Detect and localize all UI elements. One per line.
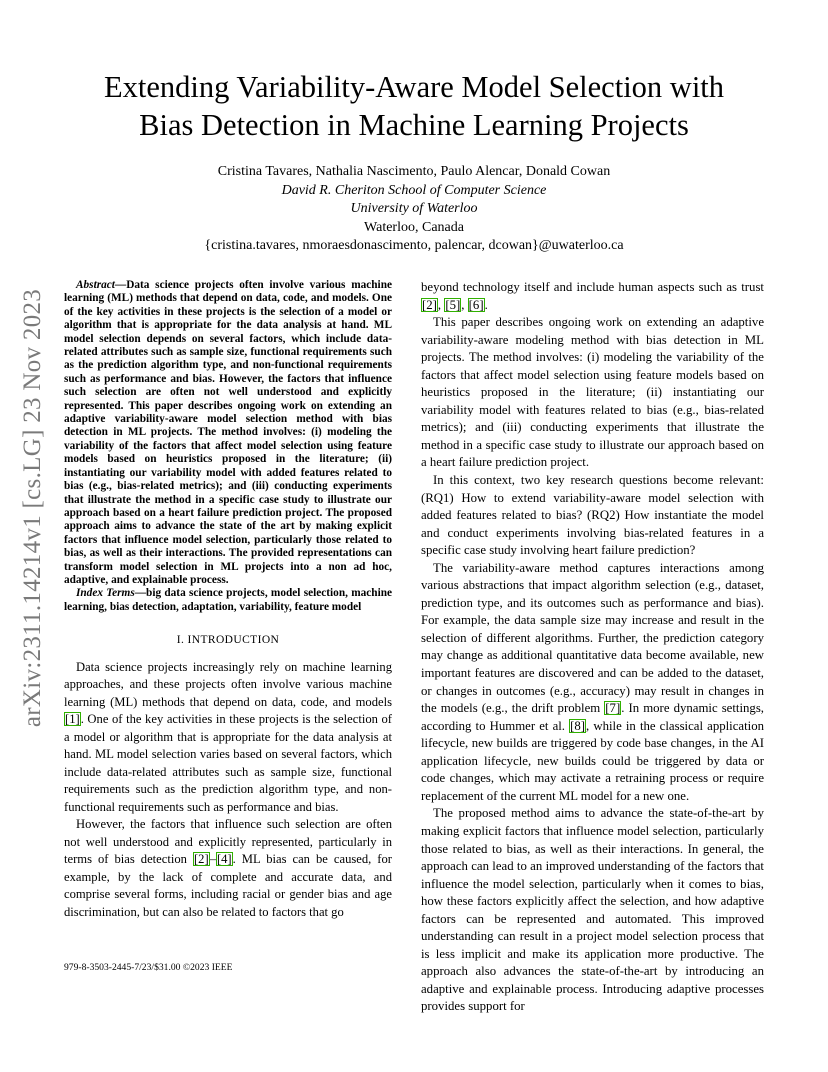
citation-link-5[interactable]: [5]: [445, 297, 461, 312]
index-terms-label: Index Terms: [76, 587, 135, 600]
right-p0-text-b: .: [484, 297, 488, 312]
left-column: [64, 279, 392, 921]
citation-link-4[interactable]: [4]: [216, 852, 232, 867]
citation-range-dash: –: [209, 852, 216, 867]
affiliation-university: University of Waterloo: [350, 201, 478, 216]
right-paragraph-variability: [421, 560, 764, 806]
right-column: [421, 279, 764, 1016]
abstract-text: —Data science projects often involve various machine learning (ML) methods that depend on data, code, and models. One of the key activities in these projects is the selection of a model or algorithm that is appropriate for the data analysis at hand. ML model selection depends on several factors, which include data-related attributes such as sample size, functional requirements such as the prediction algorithm type, and non-functional requirements such as performance and bias. However, the factors that influence such selection are often not well understood and explicitly represented. This paper describes ongoing work on extending an adaptive variability-aware model selection method with bias detection in ML projects. The method involves: (i) modeling the variability of the factors that affect model selection using feature models based on heuristics proposed in the literature; (ii) instantiating our variability model with added features related to bias (e.g., bias-related metrics); and (iii) conducting experiments that illustrate the method in a specific case study to illustrate our approach based on a heart failure prediction project. The proposed approach aims to advance the state of the art by making explicit factors that influence model selection, particularly those related to bias, as well as their interactions. The provided representations can transform model selection in ML projects into a non ad hoc, adaptive, and explainable process.: [64, 279, 392, 586]
citation-separator-1: ,: [437, 297, 445, 312]
right-paragraph-contribution: The proposed method aims to advance the state-of-the-art by making explicit factors that influence model selection, particularly those related to bias, as well as their interactions. In general, the approach can lead to an improved understanding of the factors that influence the model selection, particularly when it comes to bias, how these factors explicitly affect the selection, and how adaptive factors can be represented and automated. This improved understanding can result in a project model selection process that is less implicit and make its application more productive. The approach also advances the state-of-the-art by introducing an adaptive and explainable process. Introducing adaptive processes provides support for: [421, 806, 764, 1014]
abstract-label: Abstract: [76, 279, 115, 291]
section-heading-introduction: I. INTRODUCTION: [176, 634, 280, 647]
title-line-2: Bias Detection in Machine Learning Projects: [139, 108, 689, 142]
intro-p1-text-a: Data science projects increasingly rely on machine learning approaches, and these projects often involve various machine learning (ML) methods that depend on data, code, and models: [64, 659, 392, 709]
citation-link-1[interactable]: [1]: [65, 712, 80, 727]
index-terms-text: —big data science projects, model selection, machine learning, bias detection, adaptation, variability, feature model: [64, 587, 393, 613]
right-p3-text-a: The variability-aware method captures interactions among various abstractions that impact algorithm selection (e.g., dataset, prediction type, and its outcomes such as performance and bias). For example, the data sample size may increase and result in the selection of different algorithms. Further, the prediction category may change as additional quantitative data become available, new important features are discovered and can be added to the dataset, or changes in outcomes (e.g., accuracy) may result in changes in the models (e.g., the drift problem: [421, 560, 764, 716]
arxiv-identifier-text: arXiv:2311.14214v1 [cs.LG] 23 Nov 2023: [19, 288, 46, 728]
arxiv-identifier-stamp: [19, 283, 46, 733]
affiliation-location: Waterloo, Canada: [364, 219, 464, 235]
right-p0-text-a: beyond technology itself and include human aspects such as trust: [421, 280, 764, 294]
intro-paragraph-1: [64, 659, 392, 817]
affiliation-school: David R. Cheriton School of Computer Science: [281, 182, 547, 198]
index-terms: [64, 587, 392, 614]
footer-copyright: 979-8-3503-2445-7/23/$31.00 ©2023 IEEE: [64, 962, 233, 973]
author-block: [60, 163, 768, 256]
right-paragraph-method: This paper describes ongoing work on extending an adaptive variability-aware modeling method with bias detection in ML projects. The method involves: (i) modeling the variability of the factors that affect model selection using feature models based on heuristics proposed in the literature; (ii) instantiating our variability model with features related to bias (e.g., bias-related metrics); and (iii) conducting experiments that illustrate the method in a specific case study to illustrate our approach based on a heart failure prediction project.: [421, 315, 764, 470]
citation-link-7[interactable]: [7]: [605, 701, 621, 716]
author-emails: {cristina.tavares, nmoraesdonascimento, palencar, dcowan}@uwaterloo.ca: [204, 238, 624, 253]
right-paragraph-research-questions: In this context, two key research questions become relevant: (RQ1) How to extend variability-aware model selection with added features related to bias? (RQ2) How instantiate the model and conduct experiments involving bias-related features in a specific case study involving heart failure prediction?: [421, 473, 764, 558]
right-paragraph-continued: [421, 279, 764, 314]
citation-link-6[interactable]: [6]: [468, 297, 484, 312]
right-p3-text-c: , while in the classical application lifecycle, new builds are triggered by code base changes, in the AI application lifecycle, new builds could be triggered by data or code changes, which may activate a retraining process or require replacement of the current ML model for a new one.: [421, 718, 764, 803]
title-line-1: Extending Variability-Aware Model Selection with: [103, 70, 725, 104]
citation-separator-2: ,: [461, 297, 468, 312]
intro-p1-text-b: . One of the key activities in these projects is the selection of a model or algorithm that is appropriate for the data analysis at hand. ML model selection varies based on several factors, which include data-related attributes such as sample size, functional requirements such as the prediction algorithm type, and non-functional requirements such as performance and bias.: [64, 712, 392, 814]
citation-link-2b[interactable]: [2]: [422, 297, 437, 312]
intro-p2-text-b: . ML bias can be caused, for example, by the lack of complete and accurate data, and comprise several forms, including racial or gender bias and age discrimination, but can also be related to factors that go: [64, 852, 392, 919]
citation-link-2[interactable]: [2]: [193, 852, 209, 867]
paper-title: [60, 68, 768, 144]
author-names: Cristina Tavares, Nathalia Nascimento, Paulo Alencar, Donald Cowan: [217, 164, 611, 179]
citation-link-8[interactable]: [8]: [570, 718, 586, 733]
right-p3-text-b: . In more dynamic settings, according to Hummer et al.: [421, 701, 765, 733]
abstract: [64, 279, 392, 587]
intro-p2-text-a: However, the factors that influence such selection are often not well understood and explicitly represented, particularly in terms of bias detection: [64, 817, 392, 867]
intro-paragraph-2: [64, 816, 392, 921]
